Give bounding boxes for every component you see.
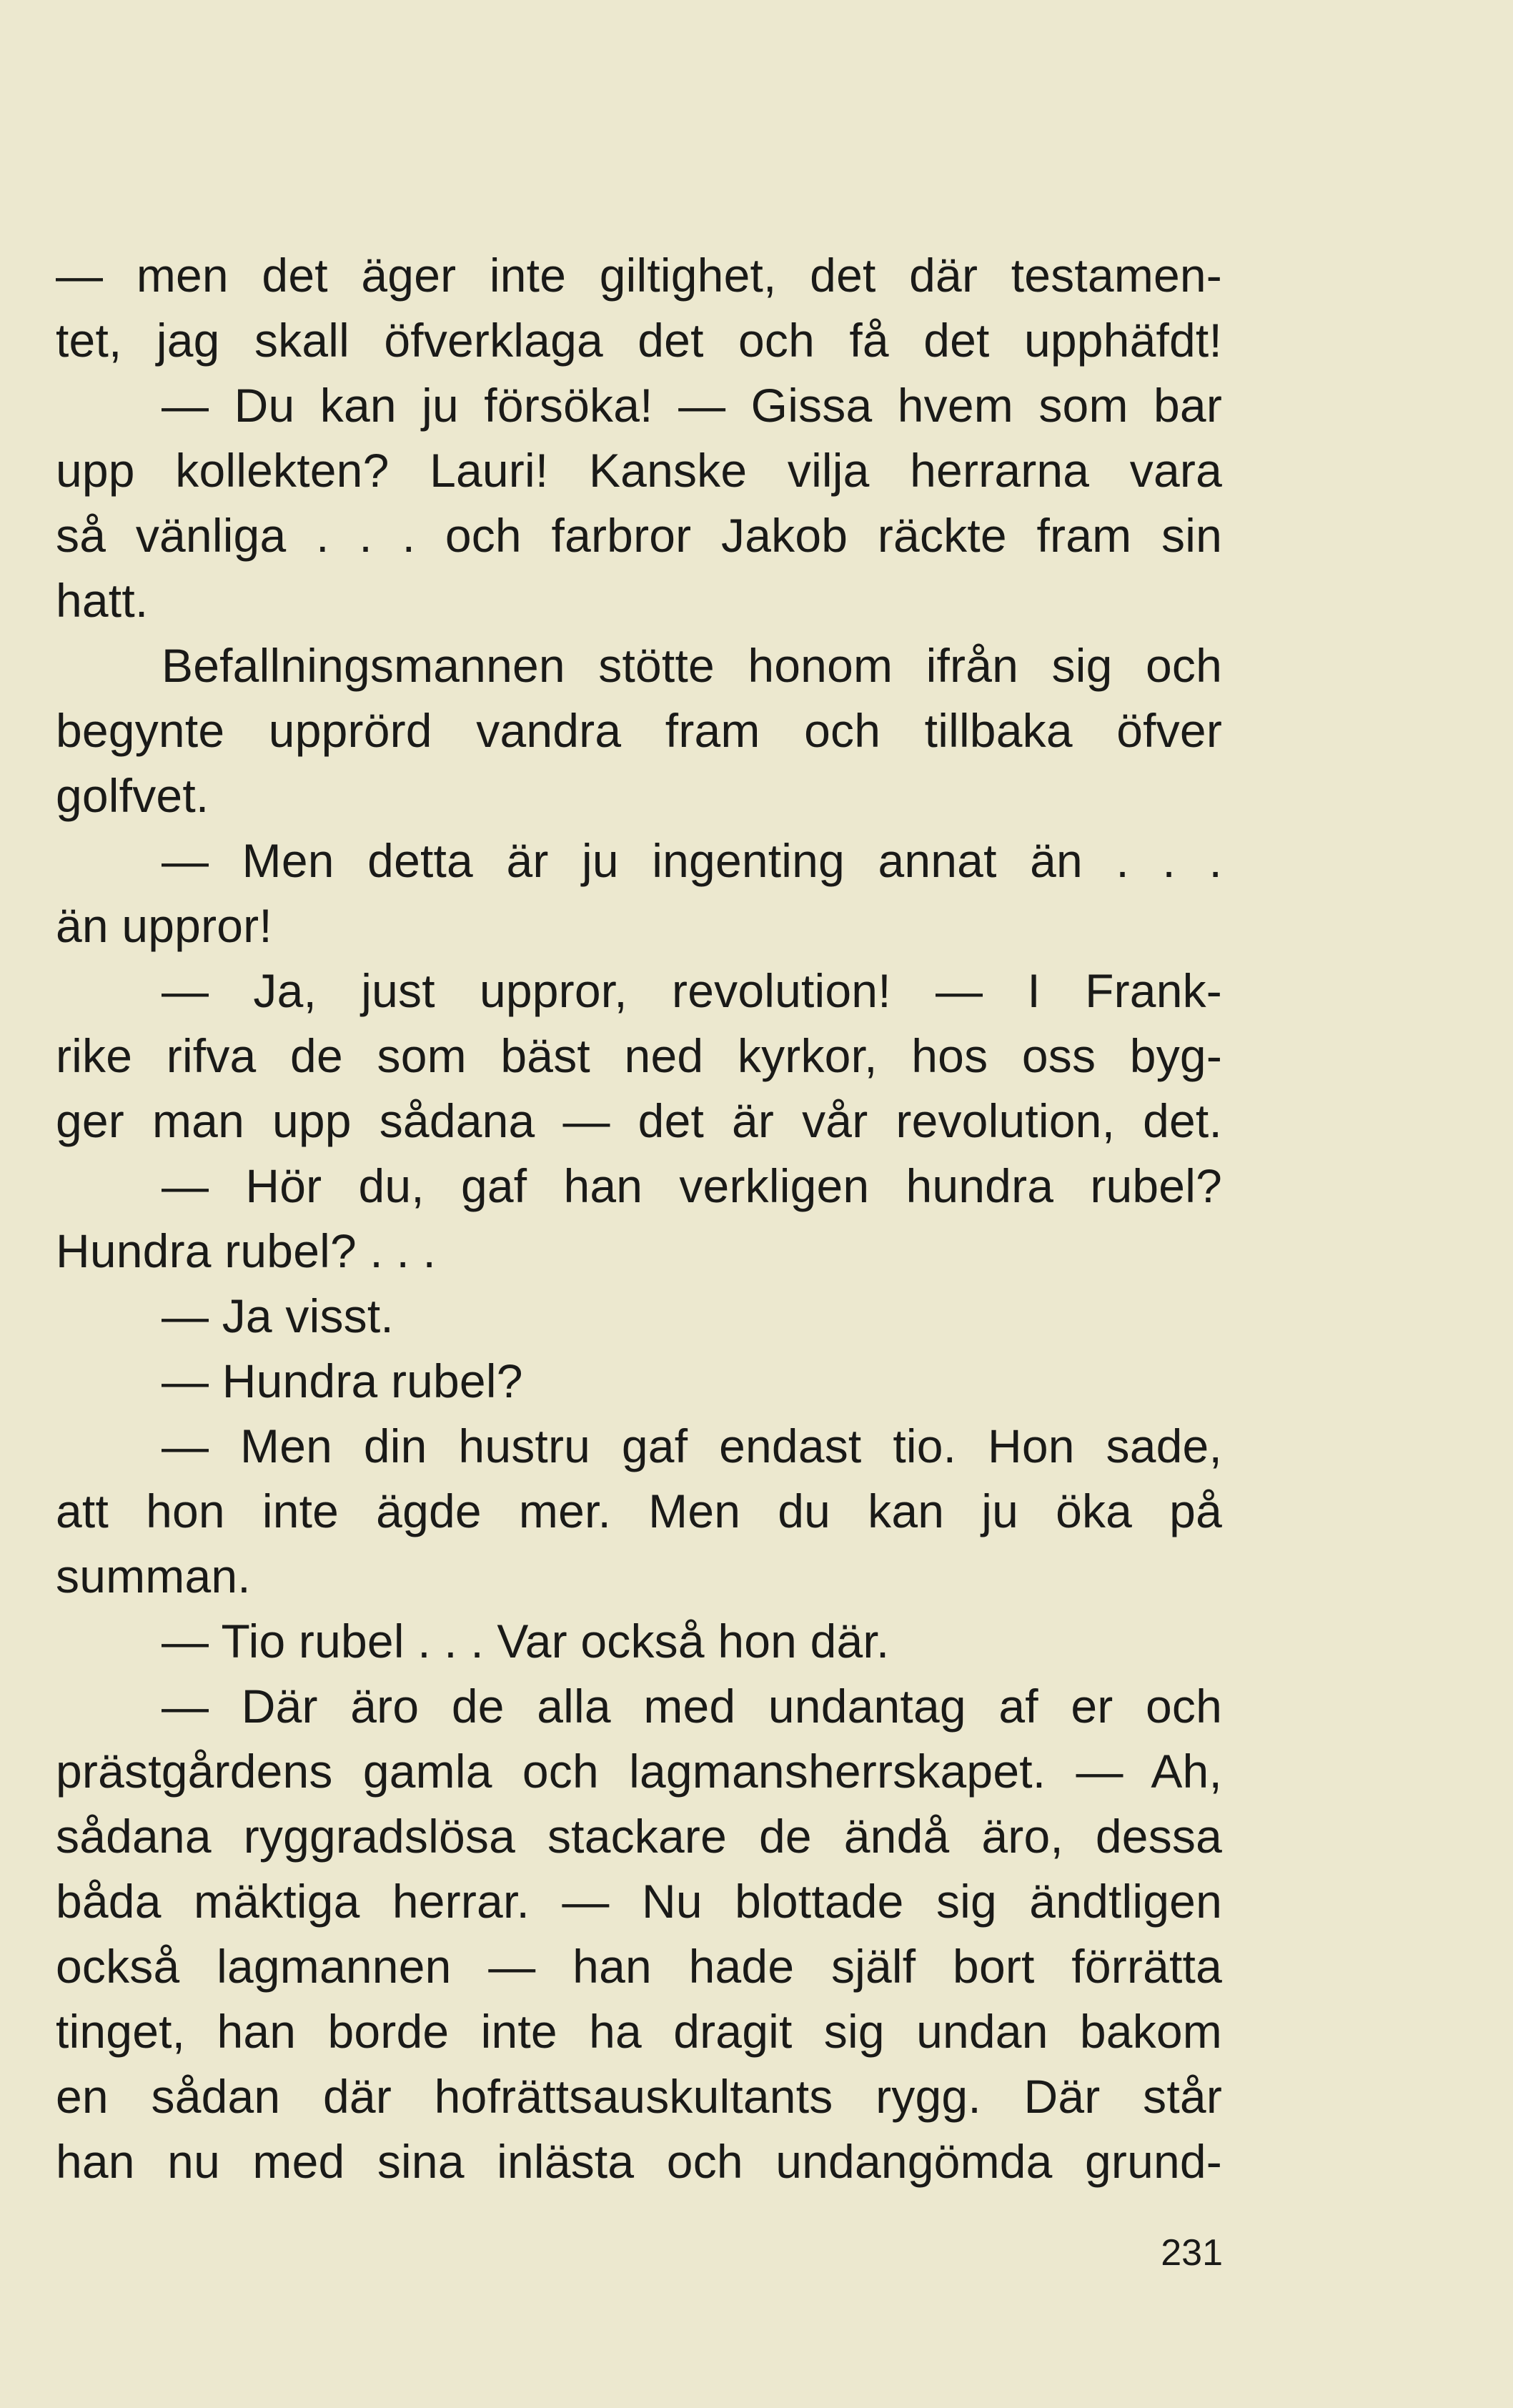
text-line: — Ja, just uppror, revolution! — I Frank- xyxy=(162,964,1222,1017)
text-line: att hon inte ägde mer. Men du kan ju öka på xyxy=(56,1485,1222,1537)
text-line: — Ja visst. xyxy=(162,1289,394,1342)
text-line: Befallningsmannen stötte honom ifrån sig och xyxy=(162,639,1222,692)
text-line: båda mäktiga herrar. — Nu blottade sig ändtligen xyxy=(56,1875,1222,1928)
text-line: sådana ryggradslösa stackare de ändå äro, dessa xyxy=(56,1810,1222,1863)
text-line: en sådan där hofrättsauskultants rygg. Där står xyxy=(56,2070,1222,2123)
text-line: — Du kan ju försöka! — Gissa hvem som bar xyxy=(162,379,1222,432)
text-line: tinget, han borde inte ha dragit sig undan bakom xyxy=(56,2005,1222,2058)
text-line: begynte upprörd vandra fram och tillbaka öfver xyxy=(56,704,1222,757)
page-number: 231 xyxy=(1161,2232,1223,2274)
text-line: prästgårdens gamla och lagmansherrskapet. — Ah, xyxy=(56,1745,1222,1798)
text-line: — Hör du, gaf han verkligen hundra rubel? xyxy=(162,1159,1222,1212)
text-line: han nu med sina inlästa och undangömda grund- xyxy=(56,2135,1222,2188)
text-line: — Tio rubel . . . Var också hon där. xyxy=(162,1615,890,1668)
text-line: hatt. xyxy=(56,574,149,627)
text-line: tet, jag skall öfverklaga det och få det upphäfdt! xyxy=(56,314,1222,367)
text-line: Hundra rubel? . . . xyxy=(56,1224,437,1277)
body-text xyxy=(56,243,1222,2194)
text-line: — Men din hustru gaf endast tio. Hon sade, xyxy=(162,1419,1222,1472)
text-line: — men det äger inte giltighet, det där testamen- xyxy=(56,249,1222,302)
text-line: upp kollekten? Lauri! Kanske vilja herrarna vara xyxy=(56,444,1222,497)
text-line: så vänliga . . . och farbror Jakob räckte fram sin xyxy=(56,509,1222,562)
text-line: också lagmannen — han hade själf bort förrätta xyxy=(56,1940,1222,1993)
text-line: golfvet. xyxy=(56,769,209,822)
text-line: — Men detta är ju ingenting annat än . . . xyxy=(162,834,1222,887)
text-line: ger man upp sådana — det är vår revolution, det. xyxy=(56,1094,1222,1147)
text-line: rike rifva de som bäst ned kyrkor, hos oss byg- xyxy=(56,1029,1222,1082)
text-line: — Där äro de alla med undantag af er och xyxy=(162,1680,1222,1733)
text-line: — Hundra rubel? xyxy=(162,1354,523,1407)
text-line: summan. xyxy=(56,1550,251,1602)
text-line: än uppror! xyxy=(56,899,272,952)
